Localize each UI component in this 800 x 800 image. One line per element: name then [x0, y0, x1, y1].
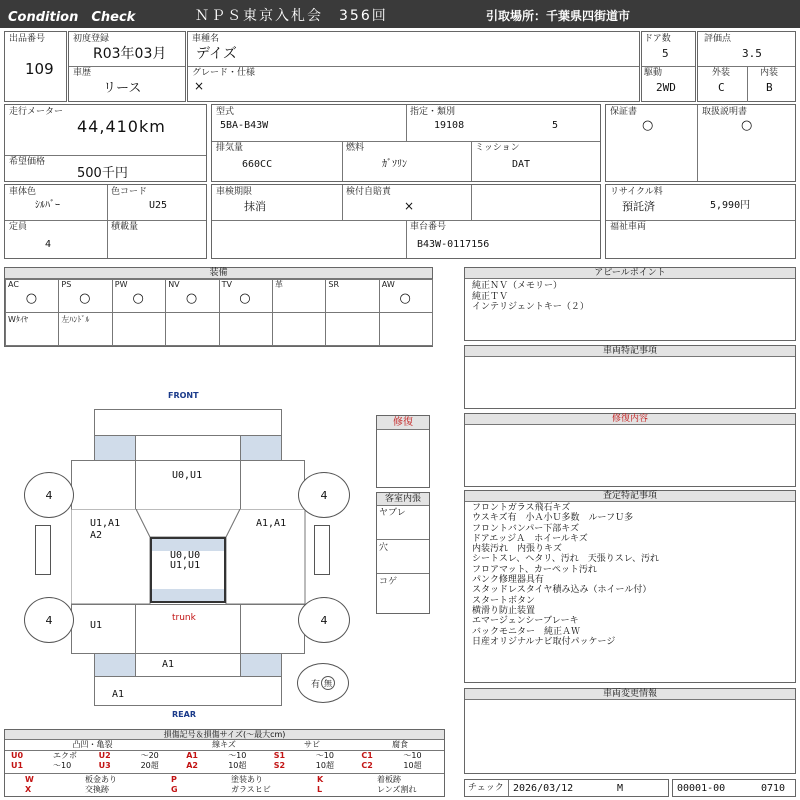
legend-size: 20超	[140, 761, 159, 770]
chassis-value: B43W-0117156	[417, 239, 490, 250]
divider	[5, 773, 444, 774]
lot-number: 109	[25, 60, 54, 78]
interior-value: B	[766, 81, 773, 94]
color-label: 車体色	[9, 187, 37, 197]
welfare-label: 福祉車両	[610, 222, 647, 232]
legend-mark-code: G	[171, 785, 178, 794]
front-right-fender-top	[240, 435, 282, 461]
spare-value: 無	[321, 676, 335, 690]
color-code-value: U25	[149, 200, 168, 211]
cabin-title: 客室内張	[377, 493, 429, 506]
displacement-label: 排気量	[216, 143, 244, 153]
equipment-item-value: ○	[25, 291, 38, 306]
legend-code: U0	[11, 751, 24, 760]
legend-mark-meaning: レンズ割れ	[377, 785, 417, 794]
inspection-note-line: 日産オリジナルナビ取付パッケージ	[472, 636, 616, 647]
equipment-item-label: 革	[275, 280, 283, 289]
model-label: 車種名	[192, 34, 220, 44]
legend-header: 線キズ	[212, 740, 236, 749]
tire-rear-left	[24, 597, 74, 643]
tire-rear-left-value: 4	[45, 613, 53, 627]
capacity-label: 定員	[9, 222, 28, 232]
equipment-item-label: AW	[381, 280, 395, 289]
legend-header: 凸凹・亀裂	[72, 740, 113, 749]
legend-title: 損傷記号＆損傷サイズ(～最大cm)	[5, 730, 444, 740]
hood-damage: U0,U1	[172, 470, 203, 481]
legend-size: ～10	[403, 751, 422, 760]
exterior-label: 外装	[712, 68, 731, 78]
trunk-panel	[135, 604, 241, 654]
damage-legend	[4, 729, 445, 797]
legend-header: サビ	[304, 740, 320, 749]
repair-panel	[376, 415, 430, 488]
price-label: 希望価格	[9, 157, 46, 167]
type-label: 型式	[216, 107, 235, 117]
interior-label: 内装	[760, 68, 779, 78]
equipment-item-value: ○	[132, 291, 144, 306]
inspection-note-line: フロアマット、カーペット汚れ	[472, 564, 597, 575]
legend-code: S2	[273, 761, 286, 770]
legend-mark-meaning: 着板跡	[377, 775, 401, 784]
recycle-status: 預託済	[622, 200, 655, 213]
front-left-fender-top	[94, 435, 136, 461]
legend-size: ～10	[53, 761, 72, 770]
inspection-note-line: 内装汚れ 内張りキズ	[472, 544, 562, 555]
tire-front-left-value: 4	[45, 488, 53, 502]
rear-left-damage: U1	[90, 620, 103, 631]
inspection-note-line: フロントガラス飛石キズ	[472, 503, 571, 513]
legend-mark-meaning: ガラスヒビ	[231, 785, 271, 794]
trunk-label: trunk	[172, 613, 196, 623]
left-front-fender	[71, 460, 136, 510]
mission-value: DAT	[512, 159, 531, 170]
exterior-value: C	[718, 81, 725, 94]
history-label: 車歴	[73, 68, 92, 78]
legend-header: 腐食	[392, 740, 408, 749]
check-label: チェック	[468, 783, 504, 793]
legend-size: エクボ	[53, 751, 77, 760]
code-footer	[672, 779, 796, 797]
fuel-value: ｶﾞｿﾘﾝ	[382, 159, 407, 170]
header-title: Condition Check	[8, 10, 136, 25]
left-mirror	[35, 525, 51, 575]
lot-label: 出品番号	[9, 34, 46, 44]
inspection-notes-title: 査定特記事項	[465, 491, 795, 502]
legend-code: S1	[273, 751, 286, 760]
grade-value: ×	[194, 79, 205, 93]
legend-size: 10超	[228, 761, 247, 770]
inspection-note-line: パンク修理器具有	[472, 575, 544, 586]
equipment-title: 装備	[5, 268, 432, 279]
divider	[377, 539, 429, 540]
displacement-value: 660CC	[242, 159, 273, 170]
price-value: 500千円	[77, 166, 128, 181]
rear-left-lamp	[94, 653, 136, 677]
insurance-label: 検付自賠責	[346, 187, 392, 197]
left-front-door-damage: U1,A1	[90, 518, 121, 529]
left-rear-quarter	[71, 604, 136, 654]
appeal-line: インテリジェントキー（２）	[472, 302, 589, 312]
check-inspector: M	[617, 783, 624, 794]
equipment-item-label: PW	[114, 280, 128, 289]
chassis-label: 車台番号	[410, 222, 447, 232]
front-panel	[135, 435, 241, 461]
legend-mark-code: X	[25, 785, 32, 794]
legend-mark-meaning: 板金あり	[85, 775, 117, 784]
inspection-note-line: フロントバンパー下部キズ	[472, 523, 580, 534]
inspection-note-line: ウスキズ有 小Ａ小Ｕ多数 ルーフＵ多	[472, 513, 634, 524]
right-rear-quarter	[240, 604, 305, 654]
legend-code: C1	[361, 751, 373, 760]
cabin-panel	[376, 492, 430, 614]
footer-number: 0710	[761, 783, 786, 794]
hood	[135, 460, 241, 510]
drive-value: 2WD	[656, 81, 676, 94]
first-reg-label: 初度登録	[73, 34, 110, 44]
special-notes-title: 車両特記事項	[465, 346, 795, 357]
legend-size: ～10	[228, 751, 247, 760]
cabin-item-tear: ヤブレ	[379, 508, 406, 518]
check-date: 2026/03/12	[513, 783, 574, 794]
mission-label: ミッション	[475, 143, 520, 153]
first-reg-value: R03年03月	[93, 46, 167, 62]
tire-rear-right	[298, 597, 350, 643]
roof-damage-1: U0,U0	[170, 550, 201, 561]
type-value: 5BA-B43W	[220, 120, 269, 131]
score-label: 評価点	[704, 34, 732, 44]
roof-damage-2: U1,U1	[170, 560, 201, 571]
front-bumper	[94, 409, 282, 436]
inspection-note-line: バックモニター 純正ＡＷ	[472, 626, 581, 637]
equipment-item-value: ○	[185, 291, 198, 306]
tire-rear-right-value: 4	[320, 613, 328, 627]
tire-front-left	[24, 472, 74, 518]
equipment-item-label: NV	[168, 280, 180, 289]
manual-label: 取扱説明書	[702, 107, 748, 117]
legend-code: U1	[11, 761, 24, 770]
manual-value: ○	[741, 118, 753, 133]
divider	[377, 573, 429, 574]
legend-mark-code: P	[171, 775, 177, 784]
rear-bumper-damage: A1	[162, 659, 175, 670]
left-front-door-damage2: A2	[90, 530, 103, 541]
inspection-note-line: エマージェンシーブレーキ	[472, 616, 579, 627]
equipment-item-label: TV	[221, 280, 232, 289]
doors-label: ドア数	[644, 34, 671, 44]
equipment-item-value: ○	[239, 291, 251, 306]
right-front-door-damage: A1,A1	[256, 518, 287, 529]
legend-code: U2	[98, 751, 111, 760]
legend-code: C2	[361, 761, 373, 770]
check-footer	[464, 779, 669, 797]
category-value: 5	[552, 120, 559, 131]
warranty-label: 保証書	[610, 107, 638, 117]
legend-mark-code: L	[317, 785, 323, 794]
tire-front-right-value: 4	[320, 488, 328, 502]
inspection-value: 抹消	[244, 200, 266, 213]
mileage-value: 44,410km	[77, 117, 166, 136]
legend-size: 10超	[403, 761, 422, 770]
pickup-location: 引取場所：千葉県四街道市	[486, 9, 631, 23]
legend-size: ～10	[315, 751, 334, 760]
recycle-label: リサイクル料	[610, 187, 663, 197]
doors-value: 5	[662, 47, 669, 60]
equipment-item-value: ○	[79, 291, 91, 306]
inspection-note-line: スタッドレスタイヤ積み込み（ホイール付）	[472, 585, 652, 596]
drive-label: 駆動	[644, 68, 663, 78]
color-value: ｼﾙﾊﾞｰ	[35, 200, 60, 211]
equipment-item-label: AC	[8, 280, 19, 289]
repair-title: 修復	[377, 416, 429, 430]
rear-lower-damage: A1	[112, 689, 125, 700]
legend-code: A2	[186, 761, 198, 770]
legend-code: U3	[98, 761, 111, 770]
inspection-note-line: スタートボタン	[472, 595, 536, 606]
right-mirror	[314, 525, 330, 575]
model-value: デイズ	[196, 46, 237, 62]
insurance-value: ×	[404, 199, 415, 213]
designation-label: 指定・類別	[410, 107, 456, 117]
footer-code: 00001-00	[677, 783, 726, 794]
designation-value: 19108	[434, 120, 465, 131]
equipment-extra-label: Wﾀｲﾔ	[8, 315, 28, 324]
legend-mark-code: K	[317, 775, 324, 784]
equipment-extra-label: 左ﾊﾝﾄﾞﾙ	[61, 315, 90, 324]
equipment-item-value: ○	[399, 291, 411, 306]
score-value: 3.5	[742, 47, 762, 60]
inspection-label: 車検期限	[216, 187, 253, 197]
color-code-label: 色コード	[111, 187, 148, 197]
right-front-fender	[240, 460, 305, 510]
inspection-note-line: 横滑り防止装置	[472, 605, 536, 616]
legend-mark-code: W	[25, 775, 34, 784]
repair-contents-title: 修復内容	[465, 414, 795, 425]
tire-front-right	[298, 472, 350, 518]
legend-size: 10超	[315, 761, 334, 770]
rear-bumper	[135, 653, 241, 677]
history-value: リース	[103, 81, 142, 96]
legend-size: ～20	[140, 751, 159, 760]
front-label: FRONT	[168, 391, 199, 400]
capacity-value: 4	[45, 239, 52, 250]
equipment-item-label: SR	[328, 280, 340, 289]
warranty-value: ○	[642, 118, 654, 133]
rear-label: REAR	[172, 710, 196, 719]
equipment-item-label: PS	[61, 280, 72, 289]
grade-label: グレード・仕様	[192, 68, 256, 78]
load-label: 積載量	[111, 222, 139, 232]
rear-right-lamp	[240, 653, 282, 677]
appeal-line: 純正ＴＶ	[472, 291, 509, 302]
legend-body	[5, 740, 444, 796]
recycle-fee: 5,990円	[710, 200, 751, 211]
inspection-note-line: シートスレ、ヘタリ、汚れ 天張りスレ、汚れ	[472, 554, 660, 565]
inspection-note-line: ドアエッジＡ ホイールキズ	[472, 533, 588, 544]
rear-window	[152, 589, 224, 601]
legend-mark-meaning: 塗装あり	[231, 775, 263, 784]
appeal-title: アピールポイント	[465, 268, 795, 279]
legend-mark-meaning: 交換跡	[85, 785, 109, 794]
auction-name: ＮＰＳ東京入札会 356回	[195, 8, 388, 24]
cabin-item-hole: 穴	[379, 543, 389, 553]
cabin-item-burn: コゲ	[379, 577, 398, 587]
changes-title: 車両変更情報	[465, 689, 795, 700]
appeal-line: 純正ＮＶ（メモリー）	[472, 281, 563, 291]
mileage-label: 走行メーター	[9, 107, 64, 117]
legend-code: A1	[186, 751, 198, 760]
spare-tire	[297, 663, 349, 703]
spare-prefix: 有	[310, 679, 320, 690]
divider	[508, 780, 509, 796]
fuel-label: 燃料	[346, 143, 365, 153]
